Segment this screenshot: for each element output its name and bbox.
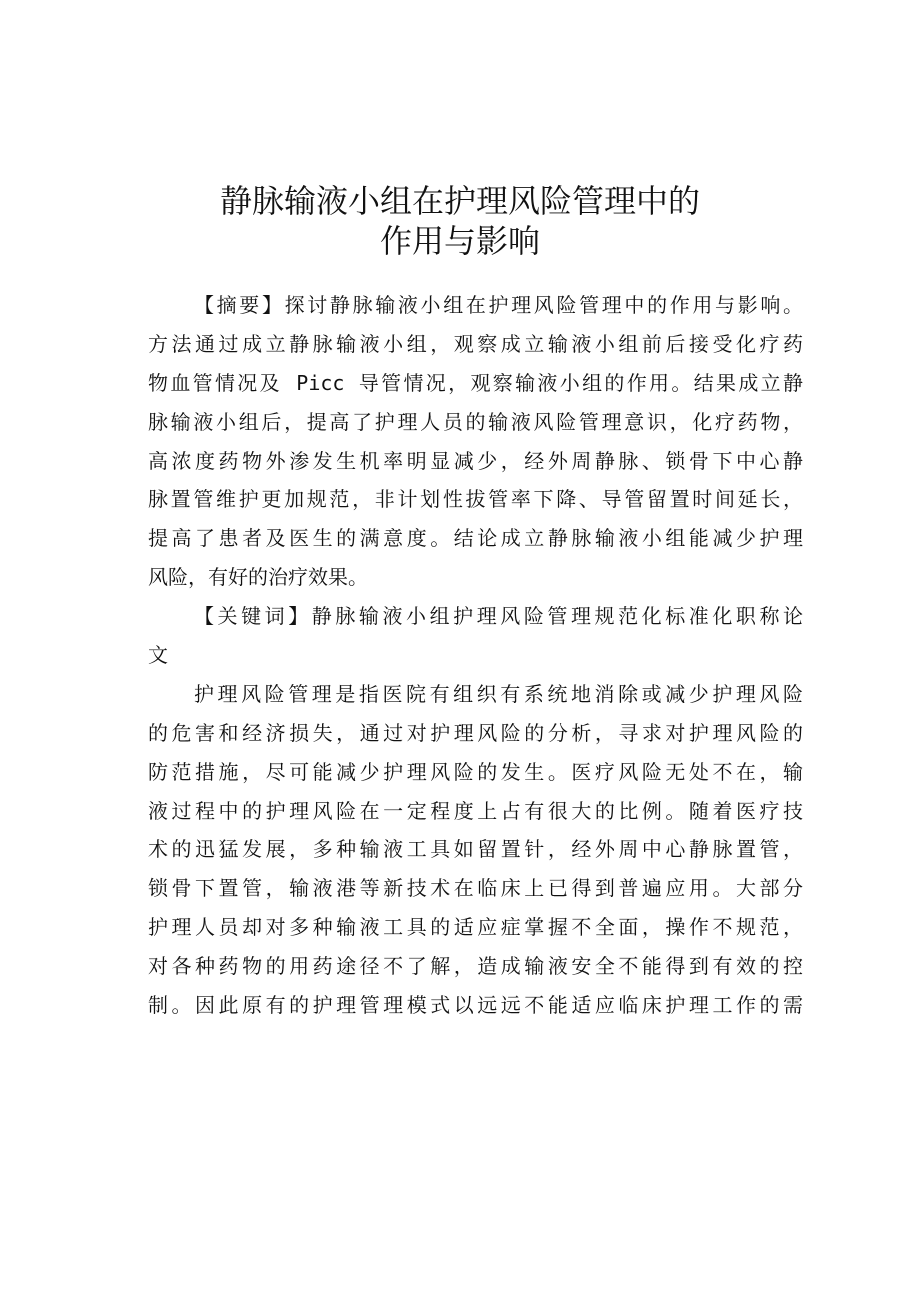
abstract-line: 提高了患者及医生的满意度。结论成立静脉输液小组能减少护理 [148,526,803,551]
intro-line: 防范措施，尽可能减少护理风险的发生。医疗风险无处不在，输 [148,759,803,784]
intro-line: 液过程中的护理风险在一定程度上占有很大的比例。随着医疗技 [148,798,803,823]
title-line-2: 作用与影响 [379,222,540,261]
intro-line: 护理人员却对多种输液工具的适应症掌握不全面，操作不规范， [148,915,803,940]
abstract-line: 脉置管维护更加规范，非计划性拔管率下降、导管留置时间延长， [148,487,803,512]
intro-line: 术的迅猛发展，多种输液工具如留置针，经外周中心静脉置管， [148,837,803,862]
abstract-line: 风险，有好的治疗效果。 [148,565,368,590]
keywords-paragraph [148,597,803,675]
intro-line: 护理风险管理是指医院有组织有系统地消除或减少护理风险 [194,681,803,706]
abstract-line: 脉输液小组后，提高了护理人员的输液风险管理意识，化疗药物， [148,409,803,434]
document-body [148,286,803,1025]
intro-line: 锁骨下置管，输液港等新技术在临床上已得到普遍应用。大部分 [148,876,803,901]
abstract-line: 【摘要】探讨静脉输液小组在护理风险管理中的作用与影响。 [194,293,803,317]
title-line-1: 静脉输液小组在护理风险管理中的 [219,182,700,221]
keywords-line: 【关键词】静脉输液小组护理风险管理规范化标准化职称论 [194,604,803,629]
abstract-line: 高浓度药物外渗发生机率明显减少，经外周静脉、锁骨下中心静 [148,448,803,473]
intro-paragraph [148,675,803,1025]
intro-line: 制。因此原有的护理管理模式以远远不能适应临床护理工作的需 [148,993,803,1018]
abstract-line: 物血管情况及 Picc 导管情况，观察输液小组的作用。结果成立静 [148,370,803,395]
keywords-line: 文 [148,643,168,668]
document-title [0,181,920,261]
abstract-line: 方法通过成立静脉输液小组，观察成立输液小组前后接受化疗药 [148,331,803,356]
intro-line: 的危害和经济损失，通过对护理风险的分析，寻求对护理风险的 [148,720,803,745]
intro-line: 对各种药物的用药途径不了解，造成输液安全不能得到有效的控 [148,954,803,979]
abstract-paragraph [148,286,803,597]
